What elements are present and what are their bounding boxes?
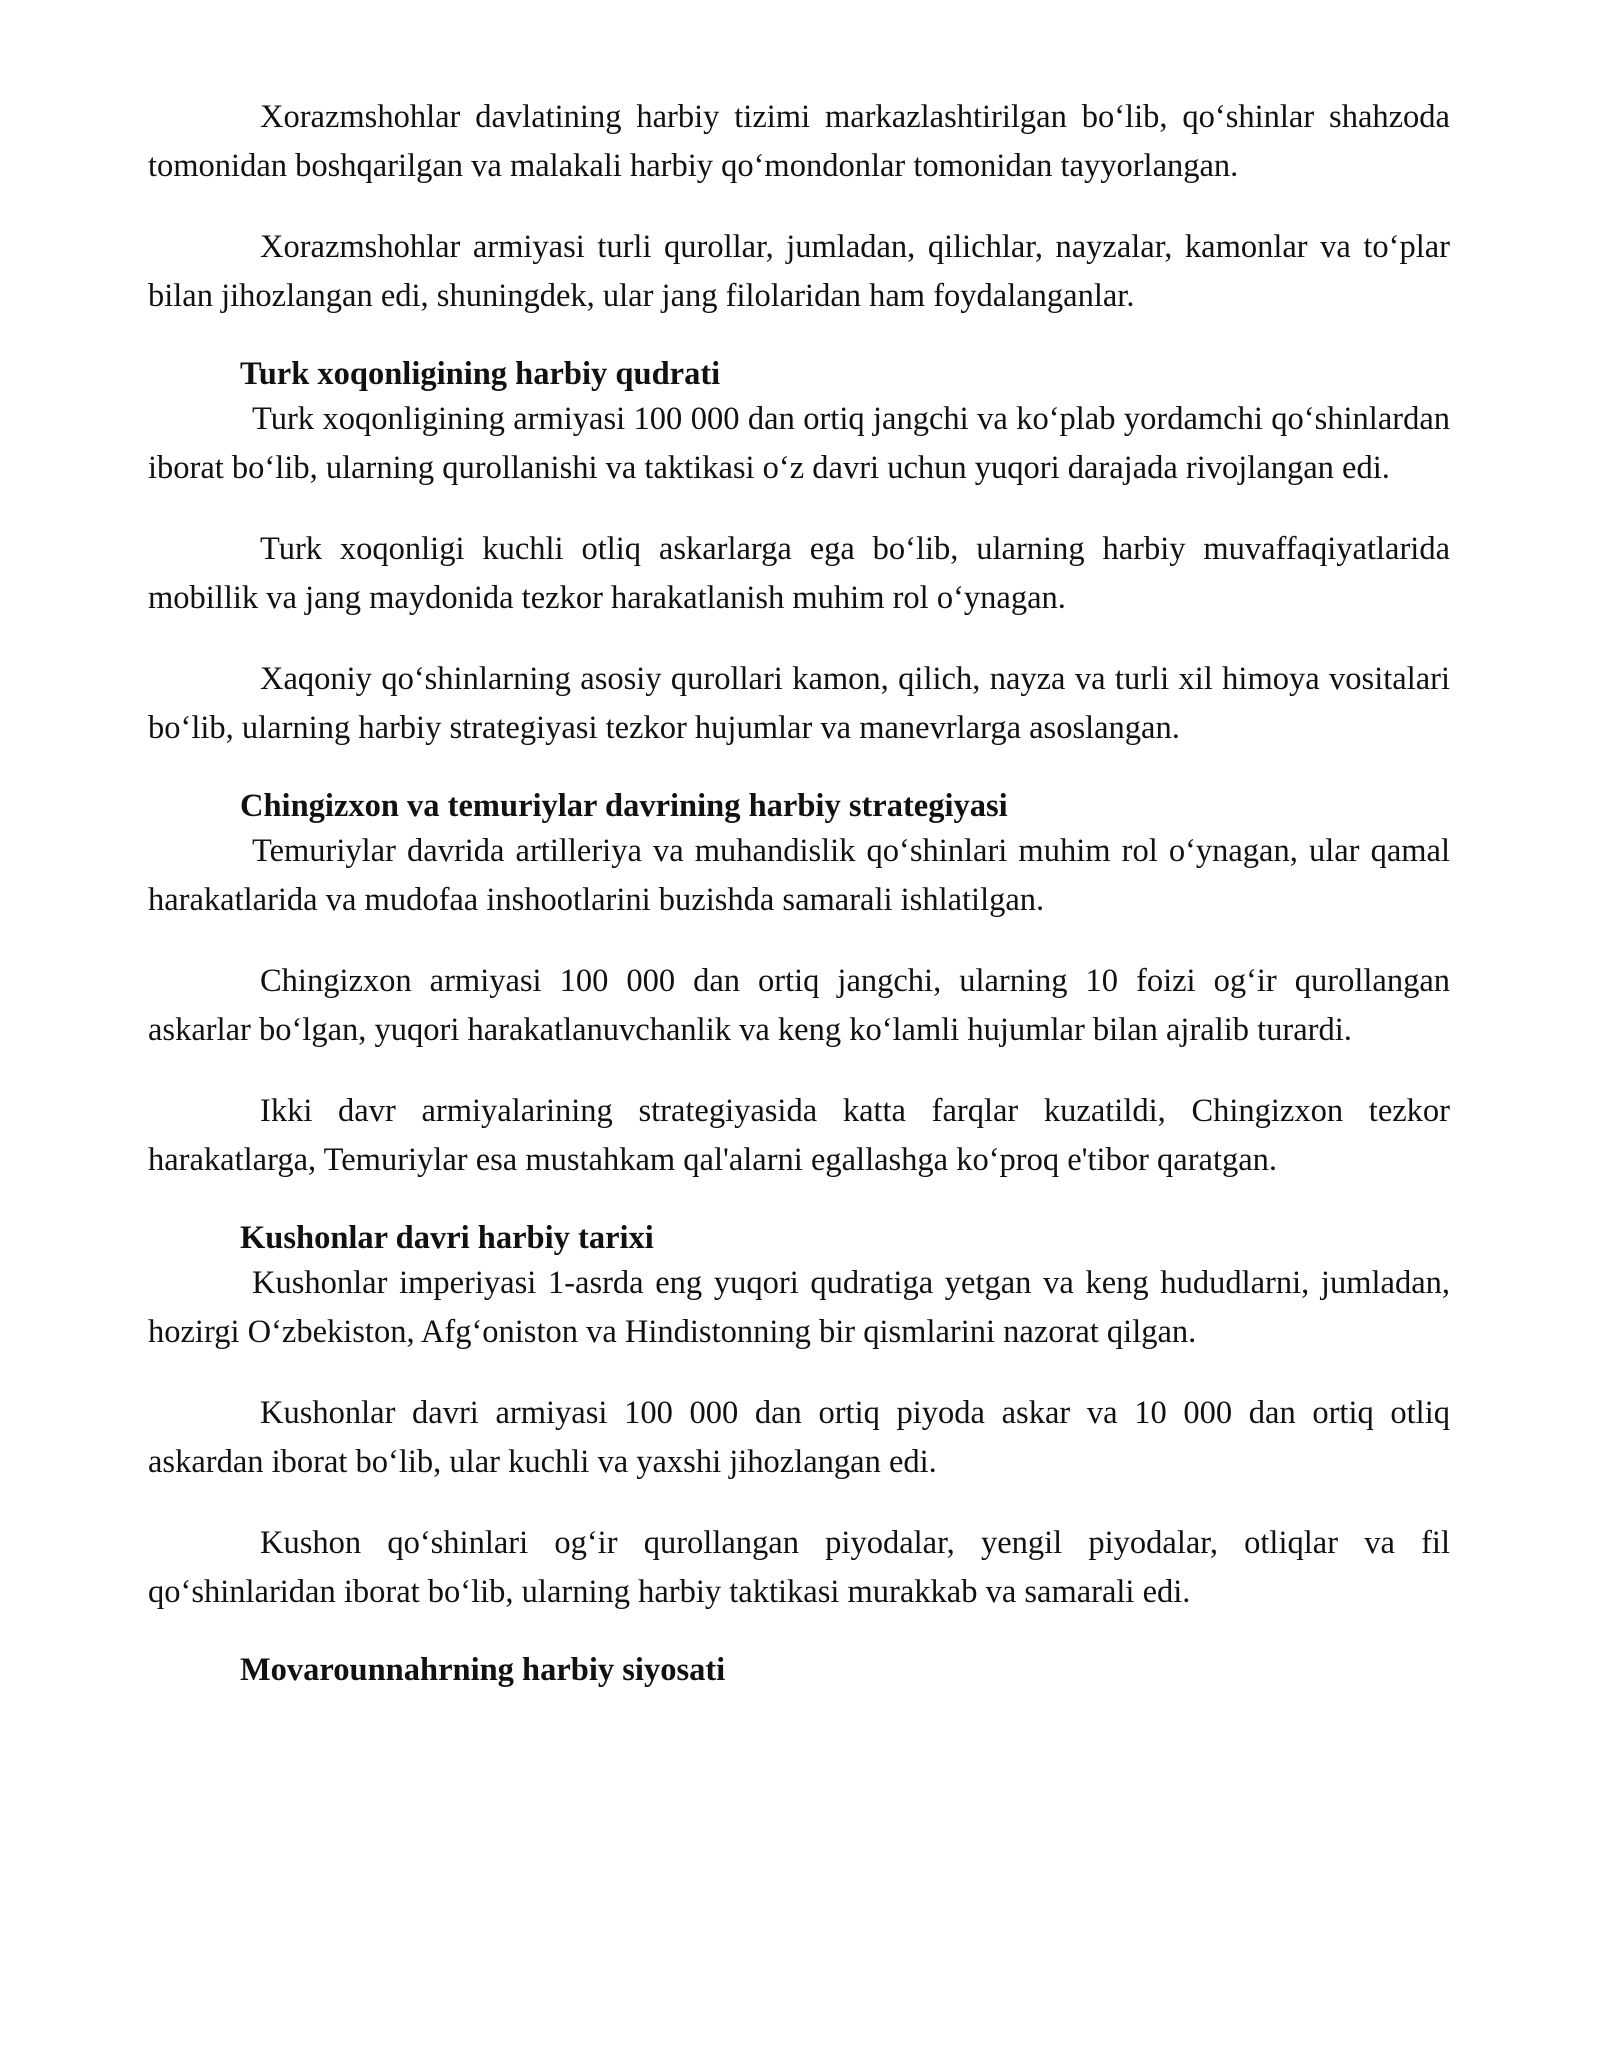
paragraph: Turk xoqonligi kuchli otliq askarlarga ega boʻlib, ularning harbiy muvaffaqiyatlarida mobillik va jang maydonida tezkor harakatlanish muhim rol oʻynagan. (148, 531, 1450, 616)
paragraph: Ikki davr armiyalarining strategiyasida katta farqlar kuzatildi, Chingizxon tezkor harakatlarga, Temuriylar esa mustahkam qal'alarni egallashga koʻproq e'tibor qaratgan. (148, 1093, 1450, 1178)
paragraph: Kushonlar davri armiyasi 100 000 dan ortiq piyoda askar va 10 000 dan ortiq otliq askardan iborat boʻlib, ular kuchli va yaxshi jihozlangan edi. (148, 1395, 1450, 1480)
section-heading: Kushonlar davri harbiy tarixi (240, 1220, 654, 1256)
paragraph: Xorazmshohlar davlatining harbiy tizimi markazlashtirilgan boʻlib, qoʻshinlar shahzoda tomonidan boshqarilgan va malakali harbiy qoʻmondonlar tomonidan tayyorlangan. (148, 99, 1450, 184)
paragraph: Xaqoniy qoʻshinlarning asosiy qurollari kamon, qilich, nayza va turli xil himoya vositalari boʻlib, ularning harbiy strategiyasi tezkor hujumlar va manevrlarga asoslangan. (148, 661, 1450, 746)
paragraph: Xorazmshohlar armiyasi turli qurollar, jumladan, qilichlar, nayzalar, kamonlar va toʻplar bilan jihozlangan edi, shuningdek, ular jang filolaridan ham foydalanganlar. (148, 229, 1450, 314)
paragraph: Turk xoqonligining armiyasi 100 000 dan ortiq jangchi va koʻplab yordamchi qoʻshinlardan iborat boʻlib, ularning qurollanishi va taktikasi oʻz davri uchun yuqori darajada rivojlangan edi. (148, 401, 1450, 486)
paragraph: Kushonlar imperiyasi 1-asrda eng yuqori qudratiga yetgan va keng hududlarni, jumladan, hozirgi Oʻzbekiston, Afgʻoniston va Hindistonning bir qismlarini nazorat qilgan. (148, 1265, 1450, 1350)
paragraph: Kushon qoʻshinlari ogʻir qurollangan piyodalar, yengil piyodalar, otliqlar va fil qoʻshinlaridan iborat boʻlib, ularning harbiy taktikasi murakkab va samarali edi. (148, 1525, 1450, 1610)
paragraph: Chingizxon armiyasi 100 000 dan ortiq jangchi, ularning 10 foizi ogʻir qurollangan askarlar boʻlgan, yuqori harakatlanuvchanlik va keng koʻlamli hujumlar bilan ajralib turardi. (148, 963, 1450, 1048)
section-heading: Chingizxon va temuriylar davrining harbiy strategiyasi (240, 788, 1008, 824)
paragraph: Temuriylar davrida artilleriya va muhandislik qoʻshinlari muhim rol oʻynagan, ular qamal harakatlarida va mudofaa inshootlarini buzishda samarali ishlatilgan. (148, 833, 1450, 918)
section-heading: Turk xoqonligining harbiy qudrati (240, 356, 721, 392)
document-body (148, 93, 1450, 1691)
section-heading: Movarounnahrning harbiy siyosati (240, 1652, 726, 1688)
